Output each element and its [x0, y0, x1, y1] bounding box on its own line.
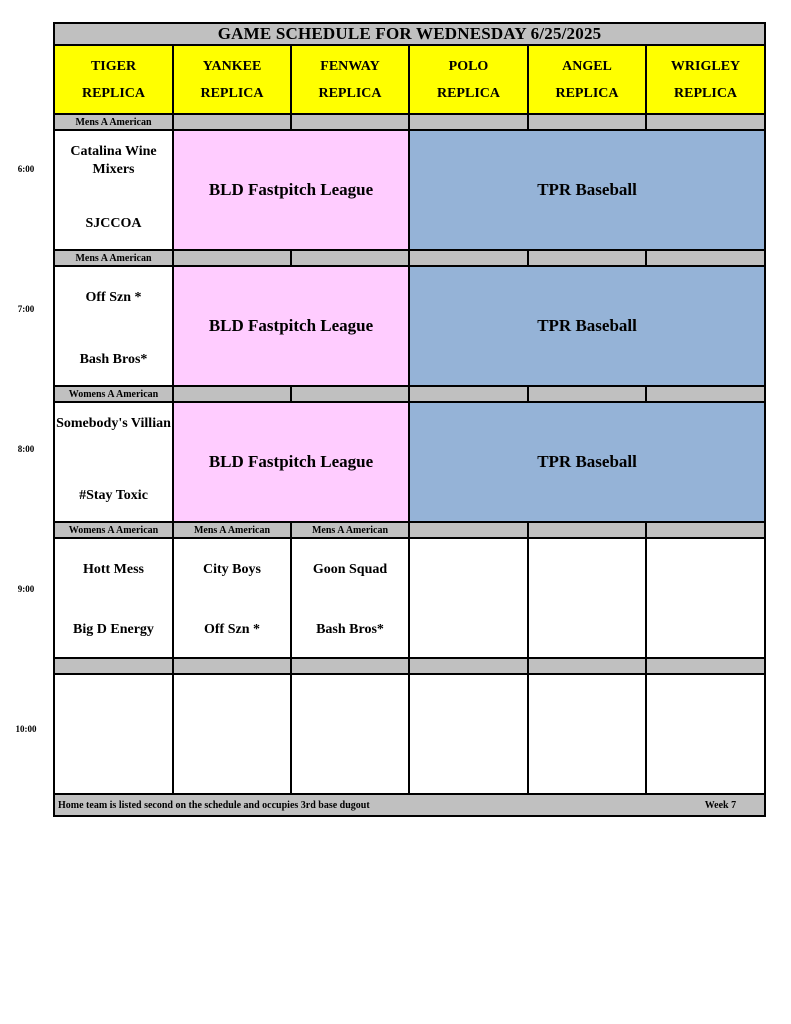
empty-game-cell [409, 674, 528, 794]
division-row-6 [54, 114, 765, 130]
tpr-baseball-block: TPR Baseball [409, 402, 765, 522]
empty-game-cell [528, 538, 646, 658]
home-team-note: Home team is listed second on the schedule and occupies 3rd base dugout [58, 799, 370, 811]
away-team: Goon Squad [312, 562, 388, 577]
tpr-baseball-block: TPR Baseball [409, 130, 765, 250]
division-label: Mens A American [173, 522, 291, 538]
division-label [528, 114, 646, 130]
division-label [173, 658, 291, 674]
home-team: Off Szn * [204, 622, 260, 637]
division-label: Womens A American [54, 522, 173, 538]
week-label: Week 7 [704, 799, 737, 811]
empty-game-cell [528, 674, 646, 794]
footer-cell [54, 794, 765, 816]
home-team: SJCCOA [85, 216, 142, 231]
time-label-10: 10:00 [15, 724, 37, 734]
game-row-10 [54, 674, 765, 794]
time-label-9: 9:00 [17, 584, 35, 594]
division-label [528, 522, 646, 538]
empty-game-cell [291, 674, 409, 794]
game-cell-tiger [54, 266, 173, 386]
field-header-angel: ANGEL REPLICA [528, 45, 646, 114]
empty-game-cell [646, 538, 765, 658]
division-label [528, 658, 646, 674]
field-header-yankee: YANKEE REPLICA [173, 45, 291, 114]
division-label [409, 386, 528, 402]
division-row-10 [54, 658, 765, 674]
game-cell-fenway [291, 538, 409, 658]
game-row-6 [54, 130, 765, 250]
home-team: Bash Bros* [316, 622, 384, 637]
away-team: Somebody's Villian [56, 416, 171, 431]
bld-fastpitch-block: BLD Fastpitch League [173, 402, 409, 522]
division-label [528, 250, 646, 266]
tpr-baseball-block: TPR Baseball [409, 266, 765, 386]
division-label [291, 250, 409, 266]
field-header-tiger: TIGER REPLICA [54, 45, 173, 114]
time-label-6: 6:00 [17, 164, 35, 174]
division-label [173, 114, 291, 130]
away-team: Off Szn * [85, 290, 142, 305]
bld-fastpitch-block: BLD Fastpitch League [173, 266, 409, 386]
empty-game-cell [54, 674, 173, 794]
field-header-polo: POLO REPLICA [409, 45, 528, 114]
division-label: Mens A American [291, 522, 409, 538]
empty-game-cell [409, 538, 528, 658]
division-label [646, 658, 765, 674]
division-row-7 [54, 250, 765, 266]
game-row-7 [54, 266, 765, 386]
division-label [54, 658, 173, 674]
away-team: City Boys [203, 562, 261, 577]
division-label [409, 250, 528, 266]
division-label [646, 250, 765, 266]
division-row-9 [54, 522, 765, 538]
away-team: Catalina Wine Mixers [70, 144, 157, 177]
schedule-table [53, 22, 766, 817]
division-label: Womens A American [54, 386, 173, 402]
division-label [173, 250, 291, 266]
division-label [646, 522, 765, 538]
division-label [646, 386, 765, 402]
game-cell-tiger [54, 402, 173, 522]
game-cell-tiger [54, 130, 173, 250]
game-row-9 [54, 538, 765, 658]
division-label [291, 658, 409, 674]
game-cell-tiger [54, 538, 173, 658]
division-label [173, 386, 291, 402]
division-label: Mens A American [54, 114, 173, 130]
field-header-fenway: FENWAY REPLICA [291, 45, 409, 114]
game-row-8 [54, 402, 765, 522]
division-label: Mens A American [54, 250, 173, 266]
empty-game-cell [173, 674, 291, 794]
division-label [646, 114, 765, 130]
division-label [291, 114, 409, 130]
division-label [291, 386, 409, 402]
time-label-8: 8:00 [17, 444, 35, 454]
time-label-7: 7:00 [17, 304, 35, 314]
bld-fastpitch-block: BLD Fastpitch League [173, 130, 409, 250]
away-team: Hott Mess [82, 562, 145, 577]
game-cell-yankee [173, 538, 291, 658]
field-header-wrigley: WRIGLEY REPLICA [646, 45, 765, 114]
home-team: Big D Energy [73, 622, 154, 637]
home-team: #Stay Toxic [79, 488, 148, 503]
division-label [409, 658, 528, 674]
division-label [409, 114, 528, 130]
footer-row [54, 794, 765, 816]
division-label [409, 522, 528, 538]
division-label [528, 386, 646, 402]
empty-game-cell [646, 674, 765, 794]
home-team: Bash Bros* [79, 352, 148, 367]
field-header-row [54, 45, 765, 114]
division-row-8 [54, 386, 765, 402]
schedule-title: GAME SCHEDULE FOR WEDNESDAY 6/25/2025 [54, 23, 765, 45]
